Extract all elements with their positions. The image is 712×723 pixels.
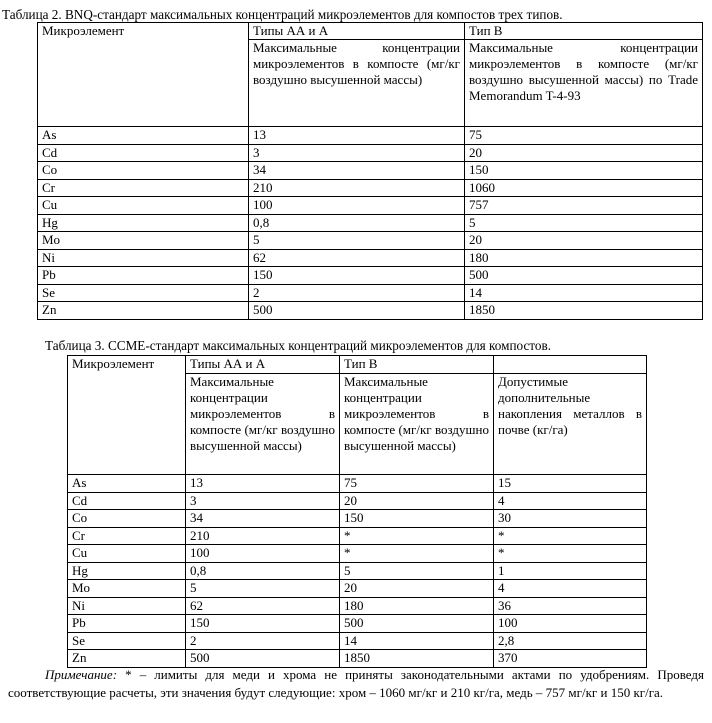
header-cell: Типы АА и А: [249, 23, 465, 40]
value-cell: 500: [186, 650, 340, 668]
table-header-row: [68, 356, 647, 374]
value-cell: 13: [249, 127, 465, 145]
element-cell: Cd: [68, 492, 186, 510]
value-cell: 3: [249, 144, 465, 162]
value-cell: 20: [465, 232, 703, 250]
value-cell: 1060: [465, 179, 703, 197]
value-cell: 5: [340, 562, 494, 580]
table-header-row: [38, 23, 703, 40]
value-cell: 1850: [465, 302, 703, 320]
value-cell: 5: [249, 232, 465, 250]
element-cell: As: [68, 475, 186, 493]
value-cell: 500: [340, 615, 494, 633]
table2-caption: Таблица 2. BNQ-стандарт максимальных концентраций микроэлементов для компостов трех типов.: [2, 7, 563, 22]
value-cell: 100: [249, 197, 465, 215]
value-cell: 20: [340, 492, 494, 510]
header-cell: Микроэлемент: [68, 356, 186, 475]
table-row: [68, 597, 647, 615]
table-row: [38, 232, 703, 250]
value-cell: 100: [494, 615, 647, 633]
value-cell: *: [340, 527, 494, 545]
table-row: [38, 127, 703, 145]
table-row: [68, 632, 647, 650]
table-row: [68, 492, 647, 510]
value-cell: 210: [249, 179, 465, 197]
table-row: [68, 562, 647, 580]
bnq-standard-table: [37, 22, 703, 320]
value-cell: 34: [249, 162, 465, 180]
value-cell: 210: [186, 527, 340, 545]
value-cell: 20: [465, 144, 703, 162]
value-cell: 4: [494, 492, 647, 510]
value-cell: 500: [465, 267, 703, 285]
value-cell: 75: [465, 127, 703, 145]
value-cell: *: [494, 527, 647, 545]
value-cell: 150: [186, 615, 340, 633]
value-cell: 180: [465, 249, 703, 267]
subheader-cell: Максимальные концентрации микроэлементов в компосте (мг/кг воздушно высушенной массы): [186, 374, 340, 475]
footnote-label: Примечание:: [45, 667, 118, 682]
element-cell: Zn: [38, 302, 249, 320]
header-cell: Типы АА и А: [186, 356, 340, 374]
table-row: [68, 510, 647, 528]
value-cell: 5: [186, 580, 340, 598]
value-cell: 150: [465, 162, 703, 180]
value-cell: 4: [494, 580, 647, 598]
table-row: [38, 197, 703, 215]
element-cell: Cr: [68, 527, 186, 545]
value-cell: 180: [340, 597, 494, 615]
element-cell: Ni: [38, 249, 249, 267]
subheader-cell: Максимальные концентрации микроэлементов в компосте (мг/кг воздушно высушенной массы): [249, 40, 465, 127]
value-cell: 62: [249, 249, 465, 267]
footnote: [8, 666, 704, 702]
element-cell: As: [38, 127, 249, 145]
element-cell: Cu: [38, 197, 249, 215]
element-cell: Co: [38, 162, 249, 180]
element-cell: Co: [68, 510, 186, 528]
header-cell: Тип В: [340, 356, 494, 374]
value-cell: 34: [186, 510, 340, 528]
value-cell: 0,8: [186, 562, 340, 580]
value-cell: 20: [340, 580, 494, 598]
element-cell: Cd: [38, 144, 249, 162]
value-cell: *: [494, 545, 647, 563]
element-cell: Se: [68, 632, 186, 650]
value-cell: 2: [249, 284, 465, 302]
element-cell: Pb: [68, 615, 186, 633]
table-row: [38, 249, 703, 267]
value-cell: 150: [249, 267, 465, 285]
table-row: [68, 527, 647, 545]
element-cell: Cr: [38, 179, 249, 197]
element-cell: Hg: [38, 214, 249, 232]
element-cell: Cu: [68, 545, 186, 563]
value-cell: 15: [494, 475, 647, 493]
value-cell: 13: [186, 475, 340, 493]
table-row: [38, 284, 703, 302]
table-row: [38, 179, 703, 197]
value-cell: 2: [186, 632, 340, 650]
value-cell: *: [340, 545, 494, 563]
value-cell: 0,8: [249, 214, 465, 232]
value-cell: 36: [494, 597, 647, 615]
table-row: [68, 545, 647, 563]
footnote-text: * – лимиты для меди и хрома не приняты законодательными актами по удобрениям. Проведя соответствующие расчеты, эти значения будут следующие: хром – 1060 мг/кг и 210 кг/га, медь – 757 мг/кг и 150 кг/га.: [8, 667, 704, 700]
element-cell: Ni: [68, 597, 186, 615]
value-cell: 500: [249, 302, 465, 320]
value-cell: 100: [186, 545, 340, 563]
value-cell: 30: [494, 510, 647, 528]
ccme-standard-table: [67, 355, 647, 668]
table-row: [68, 650, 647, 668]
value-cell: 75: [340, 475, 494, 493]
table3-caption: Таблица 3. CCME-стандарт максимальных концентраций микроэлементов для компостов.: [45, 338, 552, 353]
value-cell: 1: [494, 562, 647, 580]
table-row: [38, 144, 703, 162]
table-row: [38, 267, 703, 285]
value-cell: 150: [340, 510, 494, 528]
value-cell: 370: [494, 650, 647, 668]
value-cell: 757: [465, 197, 703, 215]
value-cell: 3: [186, 492, 340, 510]
subheader-cell: Максимальные концентрации микроэлементов в компосте (мг/кг воздушно высушенной массы) по Trade Memorandum T-4-93: [465, 40, 703, 127]
element-cell: Mo: [38, 232, 249, 250]
table-row: [68, 475, 647, 493]
element-cell: Zn: [68, 650, 186, 668]
subheader-cell: Допустимые дополнительные накопления металлов в почве (кг/га): [494, 374, 647, 475]
header-cell: Микроэлемент: [38, 23, 249, 127]
element-cell: Hg: [68, 562, 186, 580]
table-row: [68, 615, 647, 633]
element-cell: Pb: [38, 267, 249, 285]
value-cell: 62: [186, 597, 340, 615]
header-cell: Тип В: [465, 23, 703, 40]
table-row: [38, 302, 703, 320]
value-cell: 1850: [340, 650, 494, 668]
value-cell: 2,8: [494, 632, 647, 650]
element-cell: Mo: [68, 580, 186, 598]
value-cell: 5: [465, 214, 703, 232]
value-cell: 14: [465, 284, 703, 302]
table-row: [38, 162, 703, 180]
table-row: [68, 580, 647, 598]
value-cell: 14: [340, 632, 494, 650]
subheader-cell: Максимальные концентрации микроэлементов в компосте (мг/кг воздушно высушенной массы): [340, 374, 494, 475]
table-row: [38, 214, 703, 232]
header-cell: [494, 356, 647, 374]
element-cell: Se: [38, 284, 249, 302]
